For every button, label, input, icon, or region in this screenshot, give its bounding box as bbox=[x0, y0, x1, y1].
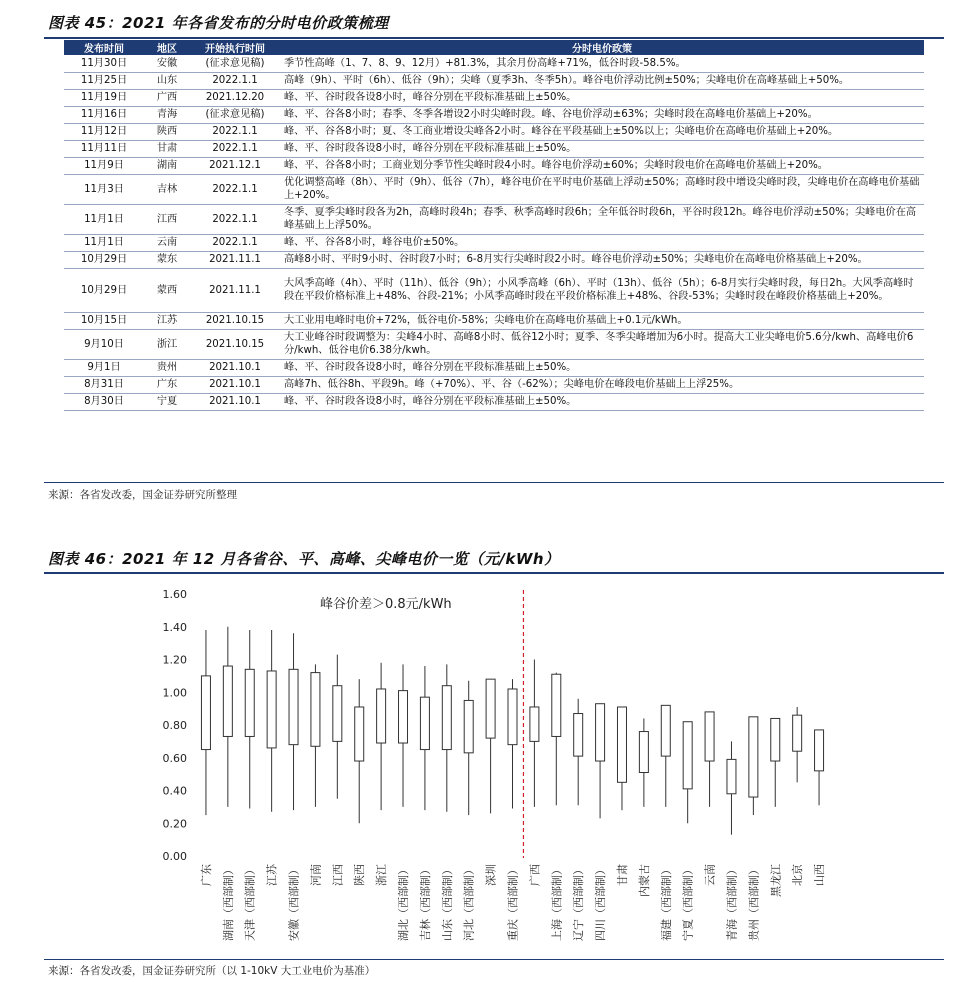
x-tick-label: 甘肃 bbox=[615, 864, 629, 886]
cell-policy: 冬季、夏季尖峰时段各为2h，高峰时段4h；春季、秋季高峰时段6h；全年低谷时段6h，平谷时段12h。峰谷电价浮动±50%；尖峰电价在高峰基础上上浮50%。 bbox=[280, 204, 924, 234]
cell-date: 8月31日 bbox=[64, 376, 144, 393]
cell-date: 11月19日 bbox=[64, 89, 144, 106]
cell-start: 2022.1.1 bbox=[190, 234, 280, 251]
candle-body bbox=[574, 714, 583, 757]
candle-body bbox=[661, 705, 670, 756]
cell-date: 10月29日 bbox=[64, 251, 144, 268]
candle-body bbox=[289, 669, 298, 744]
figure-45-source: 来源：各省发改委，国金证券研究所整理 bbox=[48, 489, 237, 501]
y-tick-label: 1.40 bbox=[162, 620, 187, 634]
x-tick-label: 河南 bbox=[309, 864, 323, 886]
figure-45-top-rule bbox=[44, 37, 944, 39]
price-chart bbox=[140, 578, 840, 958]
cell-region: 贵州 bbox=[144, 359, 190, 376]
cell-start: 2021.10.15 bbox=[190, 312, 280, 329]
table-row bbox=[64, 123, 924, 140]
header-date: 发布时间 bbox=[64, 40, 144, 55]
policy-table-header bbox=[64, 40, 924, 55]
candle-body bbox=[683, 722, 692, 789]
cell-region: 蒙东 bbox=[144, 251, 190, 268]
candle-body bbox=[749, 717, 758, 797]
policy-table bbox=[64, 40, 924, 411]
x-tick-label: 广东 bbox=[199, 864, 213, 886]
x-tick-label: 天津（西部制） bbox=[243, 864, 257, 941]
x-tick-label: 辽宁（西部制） bbox=[572, 864, 586, 941]
table-row bbox=[64, 268, 924, 312]
cell-date: 11月16日 bbox=[64, 106, 144, 123]
table-row bbox=[64, 376, 924, 393]
cell-date: 11月3日 bbox=[64, 174, 144, 204]
figure-46-source: 来源：各省发改委，国金证券研究所（以 1-10kV 大工业电价为基准） bbox=[48, 965, 376, 977]
cell-policy: 峰、平、谷时段各设8小时，峰谷分别在平段标准基础上±50%。 bbox=[280, 359, 924, 376]
candle-body bbox=[377, 689, 386, 743]
candle-body bbox=[552, 674, 561, 736]
header-region: 地区 bbox=[144, 40, 190, 55]
x-tick-label: 山西 bbox=[813, 864, 827, 886]
cell-start: 2022.1.1 bbox=[190, 140, 280, 157]
x-tick-label: 浙江 bbox=[375, 864, 389, 886]
cell-policy: 高峰8小时、平时9小时、谷时段7小时；6-8月实行尖峰时段2小时。峰谷电价浮动±50%；尖峰电价在高峰电价格基础上+20%。 bbox=[280, 251, 924, 268]
cell-start: 2021.10.1 bbox=[190, 359, 280, 376]
cell-region: 蒙西 bbox=[144, 268, 190, 312]
candle-body bbox=[333, 686, 342, 742]
cell-policy: 优化调整高峰（8h）、平时（9h）、低谷（7h），峰谷电价在平时电价基础上浮动±50%；高峰时段中增设尖峰时段，尖峰电价在高峰电价基础上+20%。 bbox=[280, 174, 924, 204]
candle-body bbox=[705, 712, 714, 761]
cell-region: 安徽 bbox=[144, 55, 190, 72]
cell-date: 11月12日 bbox=[64, 123, 144, 140]
y-tick-label: 1.20 bbox=[162, 653, 187, 667]
cell-policy: 季节性高峰（1、7、8、9、12月）+81.3%，其余月份高峰+71%，低谷时段-58.5%。 bbox=[280, 55, 924, 72]
x-tick-label: 广西 bbox=[528, 864, 542, 886]
table-row bbox=[64, 72, 924, 89]
candle-body bbox=[486, 679, 495, 738]
candle-body bbox=[245, 669, 254, 736]
cell-region: 云南 bbox=[144, 234, 190, 251]
x-tick-label: 江苏 bbox=[265, 864, 279, 886]
cell-date: 9月10日 bbox=[64, 329, 144, 359]
x-tick-label: 重庆（西部制） bbox=[506, 864, 520, 941]
table-row bbox=[64, 234, 924, 251]
x-tick-label: 福建（西部制） bbox=[659, 864, 673, 941]
figure-46-top-rule bbox=[44, 572, 944, 574]
cell-start: 2022.1.1 bbox=[190, 123, 280, 140]
candle-body bbox=[355, 707, 364, 761]
table-row bbox=[64, 55, 924, 72]
cell-start: 2021.10.15 bbox=[190, 329, 280, 359]
table-row bbox=[64, 312, 924, 329]
cell-start: 2021.12.1 bbox=[190, 157, 280, 174]
table-row bbox=[64, 157, 924, 174]
table-row bbox=[64, 329, 924, 359]
candle-body bbox=[727, 759, 736, 793]
table-row bbox=[64, 106, 924, 123]
x-tick-label: 山东（西部制） bbox=[440, 864, 454, 941]
cell-start: 2022.1.1 bbox=[190, 72, 280, 89]
table-row bbox=[64, 204, 924, 234]
x-tick-label: 黑龙江 bbox=[769, 864, 783, 897]
table-row bbox=[64, 359, 924, 376]
cell-policy: 大工业峰谷时段调整为：尖峰4小时、高峰8小时、低谷12小时；夏季、冬季尖峰增加为6小时。提高大工业尖峰电价5.6分/kwh、高峰电价6分/kwh、低谷电价6.38分/kwh。 bbox=[280, 329, 924, 359]
cell-date: 11月11日 bbox=[64, 140, 144, 157]
y-tick-label: 0.20 bbox=[162, 817, 187, 831]
x-tick-label: 深圳 bbox=[484, 864, 498, 886]
x-tick-label: 宁夏（西部制） bbox=[681, 864, 695, 941]
cell-region: 陕西 bbox=[144, 123, 190, 140]
cell-start: (征求意见稿) bbox=[190, 106, 280, 123]
cell-date: 9月1日 bbox=[64, 359, 144, 376]
x-tick-label: 湖北（西部制） bbox=[397, 864, 411, 941]
cell-start: 2021.11.1 bbox=[190, 251, 280, 268]
candle-body bbox=[771, 718, 780, 761]
x-tick-label: 青海（西部制） bbox=[725, 864, 739, 941]
x-tick-label: 内蒙古 bbox=[637, 864, 651, 897]
cell-start: 2021.10.1 bbox=[190, 376, 280, 393]
x-tick-label: 云南 bbox=[703, 864, 717, 886]
cell-date: 10月29日 bbox=[64, 268, 144, 312]
candle-body bbox=[617, 707, 626, 782]
candle-body bbox=[793, 715, 802, 751]
cell-region: 吉林 bbox=[144, 174, 190, 204]
cell-policy: 峰、平、谷时段各设8小时，峰谷分别在平段标准基础上±50%。 bbox=[280, 140, 924, 157]
cell-region: 湖南 bbox=[144, 157, 190, 174]
cell-policy: 高峰7h、低谷8h、平段9h。峰（+70%）、平、谷（-62%）；尖峰电价在峰段电价基础上上浮25%。 bbox=[280, 376, 924, 393]
x-tick-label: 湖南（西部制） bbox=[221, 864, 235, 941]
candle-body bbox=[223, 666, 232, 736]
cell-date: 11月25日 bbox=[64, 72, 144, 89]
candle-body bbox=[530, 707, 539, 741]
cell-date: 11月1日 bbox=[64, 234, 144, 251]
policy-table-body bbox=[64, 55, 924, 410]
cell-date: 11月9日 bbox=[64, 157, 144, 174]
candle-body bbox=[420, 697, 429, 749]
candle-body bbox=[311, 673, 320, 747]
cell-region: 广东 bbox=[144, 376, 190, 393]
x-tick-label: 贵州（西部制） bbox=[747, 864, 761, 941]
candle-body bbox=[596, 704, 605, 761]
cell-start: (征求意见稿) bbox=[190, 55, 280, 72]
x-tick-label: 江西 bbox=[331, 864, 345, 886]
cell-region: 浙江 bbox=[144, 329, 190, 359]
cell-policy: 峰、平、谷各8小时；夏、冬工商业增设尖峰各2小时。峰谷在平段基础上±50%以上；尖峰电价在高峰电价基础上+20%。 bbox=[280, 123, 924, 140]
candle-body bbox=[815, 730, 824, 771]
candle-body bbox=[442, 686, 451, 750]
candle-body bbox=[639, 732, 648, 773]
cell-policy: 大风季高峰（4h）、平时（11h）、低谷（9h）；小风季高峰（6h）、平时（13h）、低谷（5h）；6-8月实行尖峰时段，每日2h。大风季高峰时段在平段价格标准上+48%、谷段-21%；小风季高峰时段在平段价格标准上+48%、谷段-53%；尖峰时段在峰段价格基础上+20%。 bbox=[280, 268, 924, 312]
candle-body bbox=[201, 676, 210, 750]
x-tick-label: 陕西 bbox=[353, 864, 367, 886]
cell-date: 11月30日 bbox=[64, 55, 144, 72]
cell-date: 8月30日 bbox=[64, 393, 144, 410]
header-start: 开始执行时间 bbox=[190, 40, 280, 55]
header-policy: 分时电价政策 bbox=[280, 40, 924, 55]
cell-region: 甘肃 bbox=[144, 140, 190, 157]
cell-region: 广西 bbox=[144, 89, 190, 106]
y-tick-label: 0.00 bbox=[162, 850, 187, 863]
x-tick-label: 河北（西部制） bbox=[462, 864, 476, 941]
cell-region: 宁夏 bbox=[144, 393, 190, 410]
cell-policy: 峰、平、谷各8小时；春季、冬季各增设2小时尖峰时段。峰、谷电价浮动±63%；尖峰时段在高峰电价基础上+20%。 bbox=[280, 106, 924, 123]
cell-start: 2022.1.1 bbox=[190, 204, 280, 234]
annotation-label: 峰谷价差＞0.8元/kWh bbox=[320, 597, 452, 612]
x-tick-label: 吉林（西部制） bbox=[418, 864, 432, 941]
cell-date: 10月15日 bbox=[64, 312, 144, 329]
candle-body bbox=[508, 689, 517, 745]
cell-start: 2021.11.1 bbox=[190, 268, 280, 312]
table-row bbox=[64, 393, 924, 410]
x-tick-label: 安徽（西部制） bbox=[287, 864, 301, 941]
figure-46-bottom-rule bbox=[44, 959, 944, 960]
table-row bbox=[64, 89, 924, 106]
cell-start: 2021.10.1 bbox=[190, 393, 280, 410]
cell-region: 江西 bbox=[144, 204, 190, 234]
cell-policy: 峰、平、谷时段各设8小时，峰谷分别在平段标准基础上±50%。 bbox=[280, 89, 924, 106]
cell-policy: 大工业用电峰时电价+72%，低谷电价-58%；尖峰电价在高峰电价基础上+0.1元/kWh。 bbox=[280, 312, 924, 329]
x-tick-label: 四川（西部制） bbox=[594, 864, 608, 941]
y-tick-label: 0.60 bbox=[162, 751, 187, 765]
cell-policy: 峰、平、谷时段各设8小时，峰谷分别在平段标准基础上±50%。 bbox=[280, 393, 924, 410]
y-tick-label: 0.80 bbox=[162, 719, 187, 732]
table-row bbox=[64, 251, 924, 268]
candle-body bbox=[399, 691, 408, 743]
cell-policy: 峰、平、谷各8小时，峰谷电价±50%。 bbox=[280, 234, 924, 251]
x-tick-label: 北京 bbox=[791, 864, 805, 886]
figure-46-title: 图表 46：2021 年 12 月各省谷、平、高峰、尖峰电价一览（元/kWh） bbox=[48, 550, 560, 568]
cell-region: 青海 bbox=[144, 106, 190, 123]
table-row bbox=[64, 140, 924, 157]
candle-body bbox=[267, 671, 276, 748]
cell-start: 2022.1.1 bbox=[190, 174, 280, 204]
cell-region: 江苏 bbox=[144, 312, 190, 329]
cell-start: 2021.12.20 bbox=[190, 89, 280, 106]
cell-region: 山东 bbox=[144, 72, 190, 89]
figure-45-bottom-rule bbox=[44, 482, 944, 483]
cell-policy: 峰、平、谷各8小时；工商业划分季节性尖峰时段4小时。峰谷电价浮动±60%；尖峰时段电价在高峰电价基础上+20%。 bbox=[280, 157, 924, 174]
x-tick-label: 上海（西部制） bbox=[550, 864, 564, 941]
figure-45-title: 图表 45：2021 年各省发布的分时电价政策梳理 bbox=[48, 14, 389, 32]
price-chart-svg bbox=[140, 578, 840, 958]
cell-date: 11月1日 bbox=[64, 204, 144, 234]
table-row bbox=[64, 174, 924, 204]
y-tick-label: 1.60 bbox=[162, 588, 187, 601]
candle-body bbox=[464, 700, 473, 752]
cell-policy: 高峰（9h）、平时（6h）、低谷（9h）；尖峰（夏季3h、冬季5h）。峰谷电价浮动比例±50%；尖峰电价在高峰基础上+50%。 bbox=[280, 72, 924, 89]
y-tick-label: 0.40 bbox=[162, 784, 187, 798]
y-tick-label: 1.00 bbox=[162, 686, 187, 700]
